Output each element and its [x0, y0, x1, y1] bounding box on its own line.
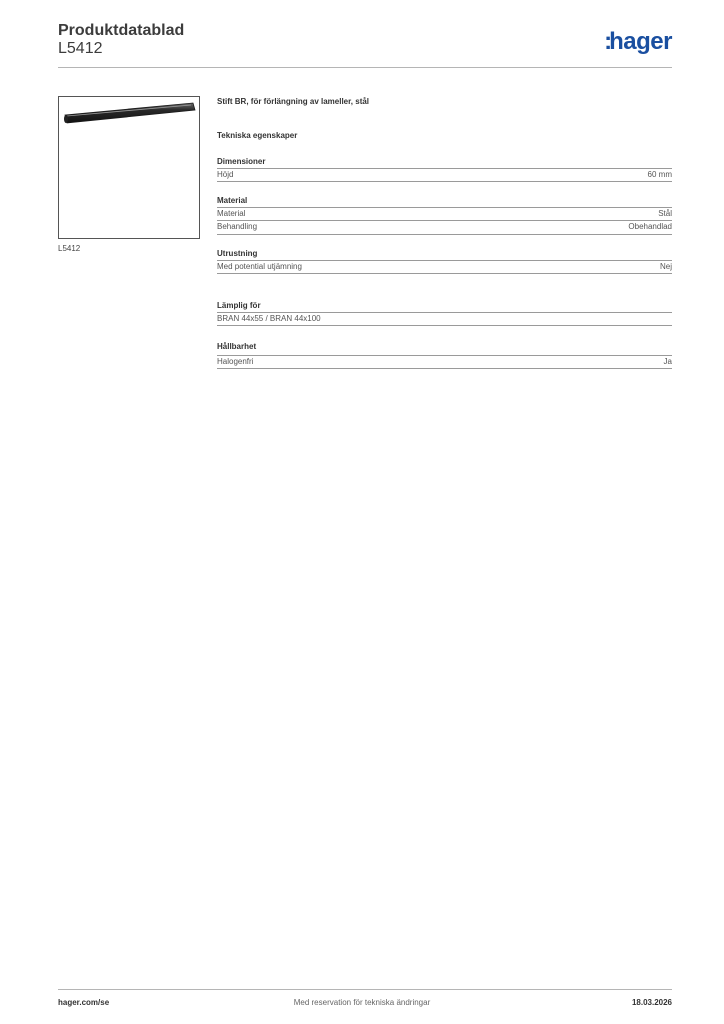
section-heading-utrustning: Utrustning [217, 249, 258, 258]
row-value: Stål [658, 209, 672, 218]
row-label: BRAN 44x55 / BRAN 44x100 [217, 314, 321, 323]
table-row [217, 355, 672, 369]
row-value: Ja [663, 357, 672, 366]
logo-text: hager [609, 28, 672, 55]
row-value: Obehandlad [628, 222, 672, 231]
row-label: Höjd [217, 170, 234, 179]
row-value: 60 mm [647, 170, 672, 179]
table-row [217, 221, 672, 235]
table-row [217, 260, 672, 274]
footer-divider [58, 989, 672, 990]
tech-heading: Tekniska egenskaper [217, 131, 298, 140]
footer-disclaimer: Med reservation för tekniska ändringar [293, 998, 431, 1007]
row-value: Nej [659, 262, 672, 271]
product-title: Stift BR, för förlängning av lameller, stål [217, 97, 370, 106]
section-heading-material: Material [217, 196, 248, 205]
hager-logo [604, 28, 672, 56]
pin-icon [59, 97, 199, 238]
section-heading-lamplig: Lämplig för [217, 301, 261, 310]
row-label: Halogenfri [217, 357, 254, 366]
table-row [217, 207, 672, 221]
product-code: L5412 [58, 40, 103, 57]
footer-date: 18.03.2026 [631, 998, 672, 1007]
logo-colon-icon: : [604, 28, 610, 55]
section-heading-dimensioner: Dimensioner [217, 157, 266, 166]
row-label: Material [217, 209, 246, 218]
table-row [217, 312, 672, 326]
footer-website-link[interactable]: hager.com/se [58, 998, 110, 1007]
image-caption: L5412 [58, 244, 81, 253]
row-label: Med potential utjämning [217, 262, 302, 271]
section-heading-hallbarhet: Hållbarhet [217, 342, 257, 351]
page-title: Produktdatablad [58, 22, 185, 39]
table-row [217, 168, 672, 182]
row-label: Behandling [217, 222, 258, 231]
header-divider [58, 67, 672, 68]
product-image [58, 96, 200, 239]
